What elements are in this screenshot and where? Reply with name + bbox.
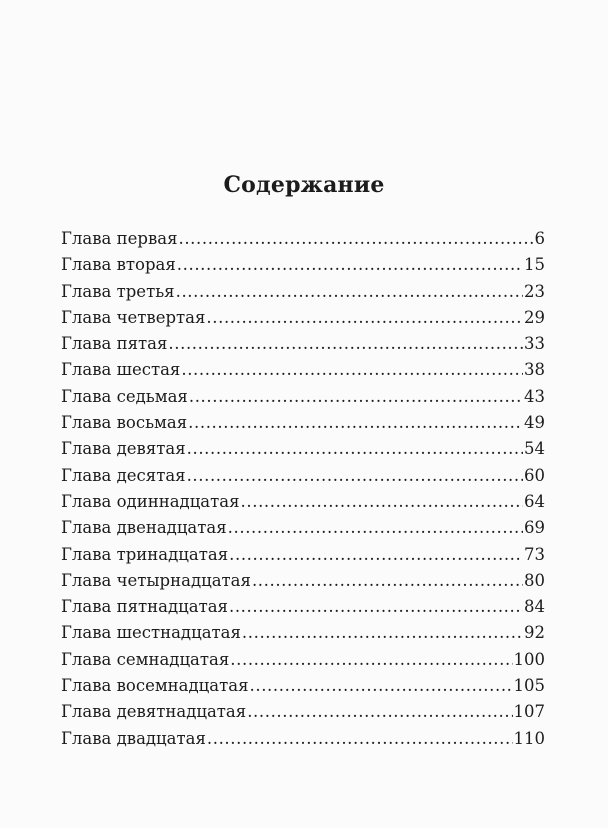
toc-dot-leader xyxy=(230,647,512,673)
toc-title: Содержание xyxy=(223,172,385,198)
toc-entry xyxy=(61,673,545,699)
toc-dot-leader xyxy=(228,515,523,541)
toc-entry-page: 60 xyxy=(524,465,545,485)
toc-entry-label: Глава третья xyxy=(61,281,175,301)
toc-dot-leader xyxy=(242,620,523,646)
toc-entry-label: Глава восьмая xyxy=(61,413,188,433)
toc-entry xyxy=(61,279,545,305)
toc-entry-page: 84 xyxy=(524,597,545,617)
toc-dot-leader xyxy=(206,305,523,331)
toc-dot-leader xyxy=(187,463,523,489)
toc-entry-page: 33 xyxy=(524,334,545,354)
toc-dot-leader xyxy=(207,726,513,752)
toc-entry xyxy=(61,647,545,673)
toc-dot-leader xyxy=(187,436,523,462)
toc-entry-page: 69 xyxy=(524,518,545,538)
toc-entry xyxy=(61,436,545,462)
toc-dot-leader xyxy=(247,699,512,725)
toc-dot-leader xyxy=(250,673,513,699)
toc-entry-label: Глава шестая xyxy=(61,360,181,380)
toc-entry-label: Глава четвертая xyxy=(61,307,206,327)
toc-entry xyxy=(61,252,545,278)
toc-entry-page: 29 xyxy=(524,307,545,327)
toc-dot-leader xyxy=(181,357,523,383)
toc-dot-leader xyxy=(176,279,523,305)
toc-entry-label: Глава одиннадцатая xyxy=(61,491,240,511)
toc-dot-leader xyxy=(188,410,523,436)
toc-entry-page: 92 xyxy=(524,623,545,643)
toc-entry-page: 73 xyxy=(524,544,545,564)
toc-entry xyxy=(61,357,545,383)
toc-entry xyxy=(61,331,545,357)
toc-entry-page: 23 xyxy=(524,281,545,301)
toc-dot-leader xyxy=(168,331,523,357)
toc-entry xyxy=(61,384,545,410)
toc-entry-page: 80 xyxy=(524,570,545,590)
toc-entry-label: Глава восемнадцатая xyxy=(61,676,249,696)
toc-entry xyxy=(61,542,545,568)
toc-entry xyxy=(61,726,545,752)
toc-entry xyxy=(61,226,545,252)
toc-entry-label: Глава пятая xyxy=(61,334,168,354)
toc-entry xyxy=(61,489,545,515)
toc-entry-label: Глава семнадцатая xyxy=(61,649,230,669)
toc-entry xyxy=(61,699,545,725)
toc-entry-label: Глава двадцатая xyxy=(61,728,206,748)
toc-entry-label: Глава четырнадцатая xyxy=(61,570,251,590)
toc-entry-label: Глава десятая xyxy=(61,465,186,485)
toc-entry-label: Глава девятнадцатая xyxy=(61,702,247,722)
toc-entry xyxy=(61,463,545,489)
toc-entry xyxy=(61,305,545,331)
toc-entry xyxy=(61,594,545,620)
toc-dot-leader xyxy=(252,568,523,594)
toc-dot-leader xyxy=(177,252,523,278)
toc-entry-page: 107 xyxy=(513,702,545,722)
toc-entry-label: Глава девятая xyxy=(61,439,186,459)
toc-entry-page: 38 xyxy=(524,360,545,380)
toc-dot-leader xyxy=(178,226,533,252)
toc-entry-label: Глава шестнадцатая xyxy=(61,623,241,643)
toc-entry-page: 64 xyxy=(524,491,545,511)
toc-entry-page: 49 xyxy=(524,413,545,433)
toc-entry-page: 100 xyxy=(513,649,545,669)
toc-entry-page: 105 xyxy=(513,676,545,696)
toc-entry-label: Глава вторая xyxy=(61,255,176,275)
toc-entry-label: Глава двенадцатая xyxy=(61,518,227,538)
toc-dot-leader xyxy=(229,542,523,568)
toc-entry xyxy=(61,568,545,594)
toc-list xyxy=(61,226,545,752)
toc-entry-page: 43 xyxy=(524,386,545,406)
toc-entry-page: 15 xyxy=(524,255,545,275)
toc-entry xyxy=(61,515,545,541)
toc-dot-leader xyxy=(229,594,523,620)
toc-dot-leader xyxy=(189,384,523,410)
toc-entry xyxy=(61,620,545,646)
toc-entry-label: Глава седьмая xyxy=(61,386,188,406)
toc-entry-label: Глава пятнадцатая xyxy=(61,597,228,617)
toc-entry-label: Глава первая xyxy=(61,229,178,248)
toc-entry-page: 54 xyxy=(524,439,545,459)
toc-dot-leader xyxy=(241,489,523,515)
toc-entry xyxy=(61,410,545,436)
toc-entry-page: 110 xyxy=(513,728,545,748)
toc-entry-label: Глава тринадцатая xyxy=(61,544,229,564)
toc-entry-page: 6 xyxy=(534,229,545,248)
